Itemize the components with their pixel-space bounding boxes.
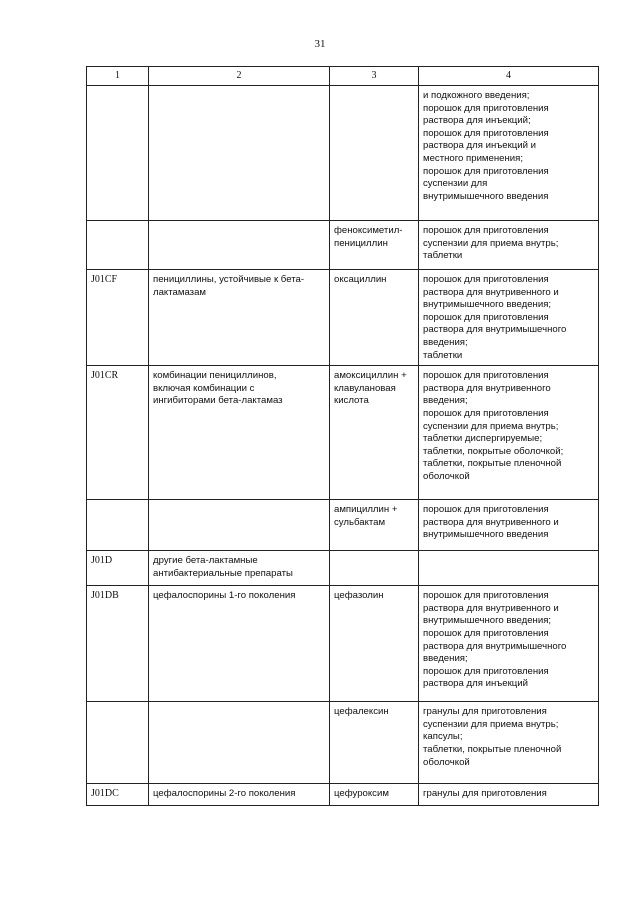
group-name-line: антибактериальные препараты: [153, 567, 293, 579]
drug-name-cell: [330, 221, 419, 270]
atc-code-cell: [87, 86, 149, 221]
dosage-forms-line: порошок для приготовления: [423, 627, 549, 639]
drug-name-cell: [330, 366, 419, 500]
dosage-forms-line: таблетки: [423, 349, 463, 361]
group-name-cell: [149, 270, 330, 366]
drug-name-cell: [330, 586, 419, 702]
dosage-forms-line: раствора для внутривенного и: [423, 516, 559, 528]
dosage-forms-line: раствора для внутримышечного: [423, 640, 567, 652]
dosage-forms-line: раствора для инъекций и: [423, 140, 537, 152]
dosage-forms-line: раствора для внутримышечного: [423, 324, 567, 336]
table-row: [87, 586, 599, 702]
drug-name-line: амоксициллин +: [334, 370, 407, 382]
drug-name-cell: [330, 551, 419, 586]
dosage-forms-line: раствора для инъекций;: [423, 115, 531, 127]
dosage-forms-cell: [419, 221, 599, 270]
group-name-cell: [149, 586, 330, 702]
atc-code-cell: J01CF: [87, 270, 149, 366]
table-row: [87, 551, 599, 586]
dosage-forms-line: порошок для приготовления: [423, 311, 549, 323]
group-name-cell: [149, 551, 330, 586]
dosage-forms-line: порошок для приготовления: [423, 407, 549, 419]
column-header: 2: [149, 67, 330, 86]
dosage-forms-line: раствора для внутривенного: [423, 382, 551, 394]
atc-code-cell: [87, 221, 149, 270]
drug-name-line: сульбактам: [334, 516, 386, 528]
table-row: [87, 221, 599, 270]
group-name-line: другие бета-лактамные: [153, 555, 258, 567]
atc-code-cell: [87, 702, 149, 784]
table-row: [87, 366, 599, 500]
atc-code-cell: J01D: [87, 551, 149, 586]
drug-name-cell: [330, 270, 419, 366]
group-name-line: включая комбинации с: [153, 382, 255, 394]
group-name-line: цефалоспорины 2-го поколения: [153, 788, 296, 800]
dosage-forms-line: порошок для приготовления: [423, 370, 549, 382]
dosage-forms-line: введения;: [423, 395, 468, 407]
table-row: [87, 86, 599, 221]
dosage-forms-line: гранулы для приготовления: [423, 706, 547, 718]
drug-name-line: цефалексин: [334, 706, 389, 718]
group-name-cell: [149, 784, 330, 806]
drug-table: [86, 66, 599, 806]
dosage-forms-line: внутримышечного введения: [423, 190, 549, 202]
group-name-cell: [149, 221, 330, 270]
dosage-forms-line: порошок для приготовления: [423, 274, 549, 285]
dosage-forms-cell: [419, 702, 599, 784]
group-name-line: комбинации пенициллинов,: [153, 370, 277, 382]
dosage-forms-line: местного применения;: [423, 152, 524, 164]
dosage-forms-line: порошок для приготовления: [423, 165, 549, 177]
dosage-forms-line: капсулы;: [423, 731, 463, 743]
dosage-forms-cell: [419, 366, 599, 500]
dosage-forms-line: внутримышечного введения;: [423, 615, 552, 627]
dosage-forms-line: суспензии для: [423, 178, 488, 190]
column-header: 1: [87, 67, 149, 86]
dosage-forms-line: таблетки, покрытые пленочной: [423, 458, 562, 470]
drug-name-cell: [330, 86, 419, 221]
dosage-forms-line: порошок для приготовления: [423, 504, 549, 516]
dosage-forms-line: суспензии для приема внутрь;: [423, 237, 559, 249]
drug-name-line: клавулановая: [334, 382, 396, 394]
column-header: 3: [330, 67, 419, 86]
dosage-forms-line: суспензии для приема внутрь;: [423, 718, 559, 730]
table-row: [87, 702, 599, 784]
column-header-row: [87, 67, 599, 86]
dosage-forms-line: введения;: [423, 653, 468, 665]
table-row: [87, 500, 599, 551]
group-name-line: лактамазам: [153, 286, 207, 298]
drug-name-line: цефазолин: [334, 590, 384, 602]
dosage-forms-line: оболочкой: [423, 756, 470, 768]
dosage-forms-line: раствора для внутривенного и: [423, 286, 559, 298]
dosage-forms-line: внутримышечного введения: [423, 529, 549, 541]
dosage-forms-line: порошок для приготовления: [423, 102, 549, 114]
drug-name-line: цефуроксим: [334, 788, 389, 800]
atc-code-cell: J01DC: [87, 784, 149, 806]
dosage-forms-cell: [419, 586, 599, 702]
column-header: 4: [419, 67, 599, 86]
dosage-forms-line: раствора для инъекций: [423, 678, 528, 690]
dosage-forms-line: таблетки, покрытые оболочкой;: [423, 445, 564, 457]
atc-code-cell: J01CR: [87, 366, 149, 500]
drug-name-line: ампициллин +: [334, 504, 398, 516]
drug-name-line: оксациллин: [334, 274, 387, 285]
drug-name-line: пенициллин: [334, 237, 388, 249]
dosage-forms-cell: [419, 784, 599, 806]
dosage-forms-cell: [419, 500, 599, 551]
table-row: [87, 784, 599, 806]
drug-name-line: кислота: [334, 395, 369, 407]
dosage-forms-line: порошок для приготовления: [423, 665, 549, 677]
drug-name-cell: [330, 500, 419, 551]
dosage-forms-line: внутримышечного введения;: [423, 299, 552, 311]
dosage-forms-line: и подкожного введения;: [423, 90, 530, 101]
atc-code-cell: [87, 500, 149, 551]
group-name-line: цефалоспорины 1-го поколения: [153, 590, 296, 602]
dosage-forms-cell: [419, 551, 599, 586]
group-name-cell: [149, 500, 330, 551]
atc-code-cell: J01DB: [87, 586, 149, 702]
dosage-forms-line: таблетки: [423, 250, 463, 262]
dosage-forms-line: таблетки диспергируемые;: [423, 433, 543, 445]
group-name-cell: [149, 366, 330, 500]
dosage-forms-line: порошок для приготовления: [423, 225, 549, 236]
table-body: [87, 86, 599, 806]
dosage-forms-line: порошок для приготовления: [423, 127, 549, 139]
group-name-line: ингибиторами бета-лактамаз: [153, 395, 283, 407]
page-number: 31: [314, 38, 326, 50]
drug-name-cell: [330, 702, 419, 784]
group-name-cell: [149, 86, 330, 221]
dosage-forms-line: таблетки, покрытые пленочной: [423, 743, 562, 755]
dosage-forms-line: порошок для приготовления: [423, 590, 549, 602]
dosage-forms-line: введения;: [423, 336, 468, 348]
group-name-line: пенициллины, устойчивые к бета-: [153, 274, 305, 285]
dosage-forms-line: раствора для внутривенного и: [423, 602, 559, 614]
dosage-forms-line: суспензии для приема внутрь;: [423, 420, 559, 432]
drug-name-line: феноксиметил-: [334, 225, 403, 236]
drug-name-cell: [330, 784, 419, 806]
dosage-forms-line: оболочкой: [423, 470, 470, 482]
dosage-forms-line: гранулы для приготовления: [423, 788, 547, 800]
dosage-forms-cell: [419, 86, 599, 221]
group-name-cell: [149, 702, 330, 784]
dosage-forms-cell: [419, 270, 599, 366]
table-row: [87, 270, 599, 366]
